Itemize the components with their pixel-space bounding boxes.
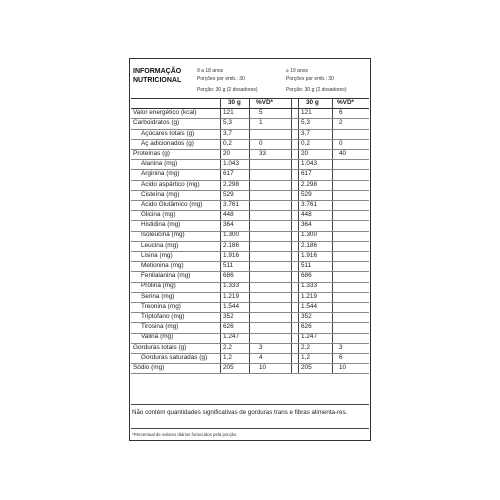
nutrient-name: Gorduras saturadas (g) (141, 353, 208, 361)
table-row (131, 139, 369, 149)
nutrient-name: Sódio (mg) (133, 363, 165, 371)
nutrient-vd: 2 (339, 119, 343, 127)
divider (131, 428, 369, 429)
nutrient-amount: 2,2 (223, 343, 232, 351)
nutrient-amount: 1.219 (301, 292, 317, 300)
nutrient-amount: 3.761 (223, 200, 239, 208)
nutrient-amount: 2.298 (301, 180, 317, 188)
nutrient-amount: 511 (301, 262, 312, 269)
nutrient-name: Ácido Glutâmico (mg) (141, 200, 203, 208)
serving-header: 30 g (228, 99, 241, 106)
nutrient-amount: 1.043 (301, 160, 317, 168)
nutrient-amount: 1.219 (223, 292, 239, 300)
nutrient-vd: 5 (259, 109, 263, 117)
trans-fat-footnote: Não contém quantidades significativas de gorduras trans e fibras alimenta-res. (132, 409, 348, 416)
servings-per-package: Porções por emb.: 30 (286, 76, 334, 82)
table-row (131, 159, 369, 169)
table-row (131, 108, 369, 118)
nutrient-amount: 617 (301, 170, 312, 178)
table-row (131, 241, 369, 251)
nutrient-amount: 2.186 (223, 241, 239, 249)
nutrient-amount: 1.333 (223, 282, 239, 290)
nutrient-name: Valina (mg) (141, 333, 174, 341)
nutrient-name: Triptofano (mg) (141, 312, 185, 320)
table-row (131, 312, 369, 322)
nutrient-amount: 1.247 (301, 333, 317, 341)
nutrient-amount: 529 (223, 190, 234, 198)
nutrient-amount: 626 (223, 323, 234, 331)
nutrient-name: Gorduras totais (g) (133, 343, 187, 351)
table-row (131, 200, 369, 210)
nutrient-amount: 626 (301, 323, 312, 331)
nutrient-name: Leucina (mg) (141, 241, 179, 249)
table-body (131, 108, 369, 373)
nutrient-vd: 10 (259, 363, 267, 371)
nutrient-amount: 3,7 (301, 129, 310, 137)
nutrient-name: Prolina (mg) (141, 282, 176, 290)
nutrient-name: Lisina (mg) (141, 251, 173, 259)
nutrient-vd: 40 (339, 149, 347, 157)
nutrient-amount: 1.544 (223, 302, 239, 310)
table-row (131, 332, 369, 342)
table-row (131, 118, 369, 128)
nutrient-amount: 1,2 (223, 353, 232, 361)
vd-header: %VD* (256, 99, 274, 106)
nutrient-name: Alanina (mg) (141, 160, 178, 168)
table-row (131, 180, 369, 190)
nutrient-amount: 686 (301, 272, 312, 280)
nutrient-amount: 20 (301, 149, 309, 157)
nutrient-amount: 121 (301, 109, 312, 117)
table-header-row (131, 98, 369, 108)
nutrient-amount: 205 (301, 363, 312, 371)
nutrient-amount: 20 (223, 149, 231, 157)
nutrient-name: Metionina (mg) (141, 262, 184, 269)
table-row (131, 343, 369, 353)
table-row (131, 322, 369, 332)
table-row (131, 292, 369, 302)
nutrient-name: Tirosina (mg) (141, 323, 179, 331)
nutrient-amount: 121 (223, 109, 234, 117)
nutrient-name: Proteínas (g) (133, 149, 170, 157)
nutrient-vd: 1 (259, 119, 263, 127)
serving-header: 30 g (306, 99, 319, 106)
nutrient-amount: 5,3 (223, 119, 232, 127)
nutrient-name: Histidina (mg) (141, 221, 181, 229)
nutrition-label (129, 58, 371, 441)
nutrient-amount: 1.916 (301, 251, 317, 259)
table-row (131, 149, 369, 159)
nutrient-amount: 529 (301, 190, 312, 198)
nutrient-name: Valor energético (kcal) (133, 109, 197, 117)
table-row (131, 210, 369, 220)
nutrient-vd: 6 (339, 353, 343, 361)
nutrient-name: Ácido aspártico (mg) (141, 180, 200, 188)
table-row (131, 129, 369, 139)
table-row (131, 271, 369, 281)
nutrient-name: Açúcares totais (g) (141, 129, 195, 137)
table-row (131, 281, 369, 291)
nutrient-amount: 617 (223, 170, 234, 178)
age-range: ≥ 19 anos (286, 68, 308, 74)
row-divider (131, 373, 369, 374)
table-row (131, 230, 369, 240)
table-row (131, 169, 369, 179)
header-column-adults (286, 67, 347, 94)
nutrient-name: Aç adicionados (g) (141, 139, 194, 147)
nutrient-amount: 5,3 (301, 119, 310, 127)
title-line-2: NUTRICIONAL (133, 77, 182, 84)
nutrient-amount: 352 (301, 312, 312, 320)
serving-size: Porção: 30 g (2 dosadores) (286, 87, 347, 93)
nutrient-vd: 0 (259, 139, 263, 147)
nutrient-amount: 1.300 (223, 231, 239, 239)
nutrient-amount: 1.916 (223, 251, 239, 259)
nutrient-amount: 2,2 (301, 343, 310, 351)
nutrient-name: Arginina (mg) (141, 170, 180, 178)
table-row (131, 302, 369, 312)
nutrient-amount: 1.300 (301, 231, 317, 239)
divider (131, 404, 369, 405)
nutrient-amount: 511 (223, 262, 234, 269)
nutrient-amount: 3,7 (223, 129, 232, 137)
nutrient-amount: 364 (223, 221, 234, 229)
title-line-1: INFORMAÇÃO (133, 68, 182, 75)
nutrient-amount: 364 (301, 221, 312, 229)
nutrient-amount: 1.333 (301, 282, 317, 290)
nutrient-amount: 448 (223, 211, 234, 219)
nutrient-vd: 6 (339, 109, 343, 117)
nutrient-amount: 2.298 (223, 180, 239, 188)
nutrient-vd: 4 (259, 353, 263, 361)
nutrient-vd: 10 (339, 363, 347, 371)
nutrient-amount: 1.043 (223, 160, 239, 168)
nutrient-name: Cisteína (mg) (141, 190, 180, 198)
nutrient-amount: 2.186 (301, 241, 317, 249)
nutrient-vd: 3 (259, 343, 263, 351)
nutrient-amount: 1,2 (301, 353, 310, 361)
nutrient-vd: 33 (259, 149, 267, 157)
table-row (131, 190, 369, 200)
table-row (131, 353, 369, 363)
table-row (131, 261, 369, 271)
nutrient-name: Glicina (mg) (141, 211, 176, 219)
nutrient-amount: 0,2 (301, 139, 310, 147)
label-title (133, 67, 181, 85)
table-row (131, 220, 369, 230)
nutrient-amount: 686 (223, 272, 234, 280)
header-column-kids (197, 67, 258, 94)
nutrient-name: Serina (mg) (141, 292, 175, 300)
table-row (131, 251, 369, 261)
nutrient-vd: 0 (339, 139, 343, 147)
nutrient-name: Isoleucina (mg) (141, 231, 185, 239)
serving-size: Porção: 30 g (2 dosadores) (197, 87, 258, 93)
servings-per-package: Porções por emb.: 30 (197, 76, 245, 82)
nutrition-table (131, 98, 369, 373)
nutrient-amount: 1.247 (223, 333, 239, 341)
nutrient-amount: 0,2 (223, 139, 232, 147)
nutrient-amount: 448 (301, 211, 312, 219)
table-row (131, 363, 369, 373)
nutrient-name: Carboidratos (g) (133, 119, 180, 127)
nutrient-amount: 352 (223, 312, 234, 320)
vd-header: %VD* (337, 99, 355, 106)
nutrient-amount: 205 (223, 363, 234, 371)
nutrient-amount: 1.544 (301, 302, 317, 310)
nutrient-name: Fenilalanina (mg) (141, 272, 191, 280)
nutrient-name: Treonina (mg) (141, 302, 181, 310)
vd-footnote: *Percentual de valores diários fornecidos pela porção. (132, 432, 238, 437)
nutrient-vd: 3 (339, 343, 343, 351)
age-range: 9 a 18 anos (197, 68, 224, 74)
nutrient-amount: 3.761 (301, 200, 317, 208)
